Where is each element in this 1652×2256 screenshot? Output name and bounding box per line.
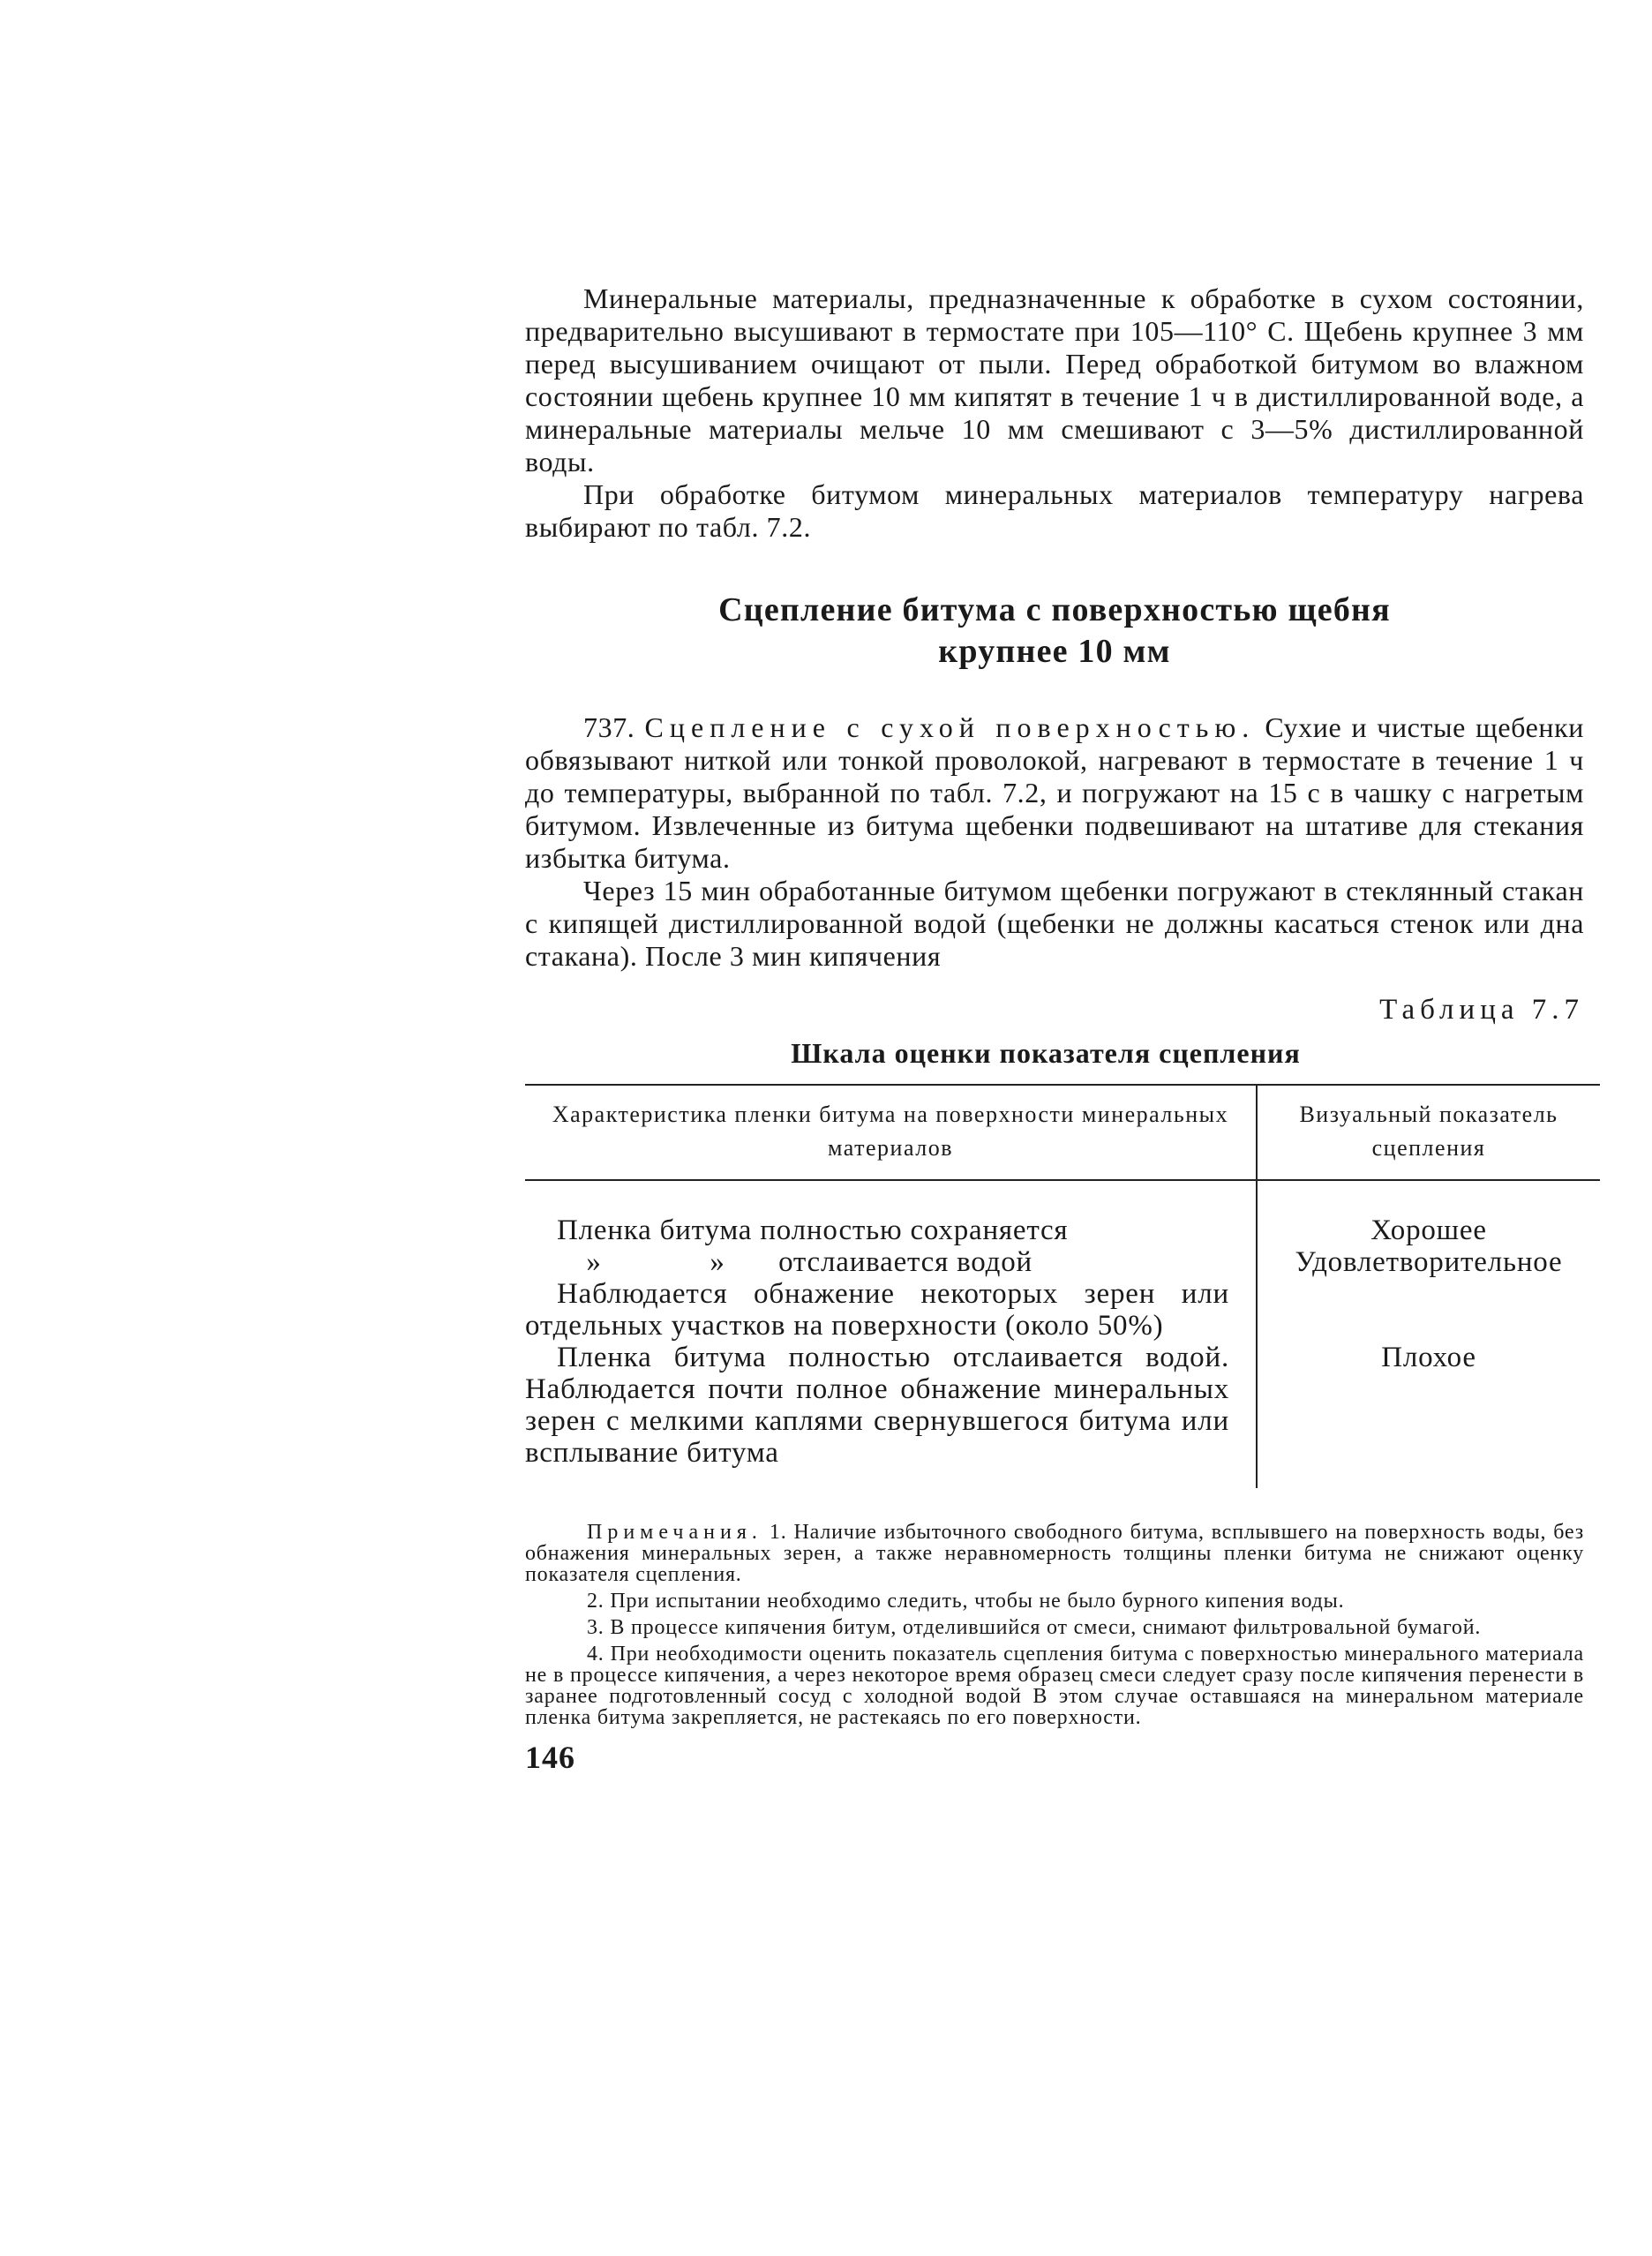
note-4: 4. При необходимости оценить показатель сцепления битума с поверхностью минерального материала не в процессе кипячения, а через некоторое время образец смеси следует сразу после кипячения перенести в заранее подготовленный сосуд с холодной водой В этом случае оставшаяся на минеральном материале пленка битума закрепляется, не растекаясь по его поверхности. [525, 1643, 1584, 1729]
row-poor-description [525, 1342, 1257, 1488]
table-header-row [525, 1085, 1600, 1180]
page-number: 146 [525, 1740, 575, 1775]
clause-title: Сцепление с сухой поверхностью. [644, 711, 1256, 743]
clause-number: 737. [583, 711, 635, 743]
table-row [525, 1278, 1600, 1342]
table-label: Таблица 7.7 [1379, 994, 1584, 1026]
adhesion-scale-table [525, 1084, 1600, 1488]
table-row [525, 1342, 1600, 1488]
clause-737 [525, 711, 1584, 875]
section-heading-line-1: Сцепление битума с поверхностью щебня [718, 591, 1391, 628]
row-satisfactory-rating [1257, 1246, 1600, 1342]
row-satisfactory-description [525, 1278, 1257, 1342]
table-notes [525, 1522, 1584, 1728]
table-title: Шкала оценки показателя сцепления [791, 1037, 1301, 1069]
row4-description: Пленка битума полностью отслаивается водой. Наблюдается почти полное обнажение минеральных зерен с мелкими каплями свернувшегося битума или всплывание битума [525, 1342, 1229, 1469]
row-good-description [525, 1180, 1257, 1278]
note-2: 2. При испытании необходимо следить, чтобы не было бурного кипения воды. [587, 1590, 1345, 1613]
section-heading-line-2: крупнее 10 мм [938, 633, 1171, 670]
row-poor-rating [1257, 1342, 1600, 1488]
row1-description: Пленка битума полностью сохраняется [557, 1214, 1069, 1246]
row2-description: отслаивается водой [778, 1246, 1032, 1278]
ditto-mark: » [710, 1246, 725, 1278]
section-paragraph-2: Через 15 мин обработанные битумом щебенки погружают в стеклянный стакан с кипящей дистиллированной водой (щебенки не должны касаться стенок или дна стакана). После 3 мин кипячения [525, 875, 1584, 972]
rating-good: Хорошее [1370, 1214, 1487, 1246]
rating-satisfactory: Удовлетворительное [1295, 1246, 1563, 1278]
header-film-characteristic: Характеристика пленки битума на поверхности минеральных материалов [525, 1085, 1257, 1180]
page-content [525, 282, 1584, 1776]
rating-poor: Плохое [1381, 1342, 1476, 1373]
note-3: 3. В процессе кипячения битум, отделившийся от смеси, снимают фильтровальной бумагой. [587, 1616, 1482, 1639]
section-heading [525, 590, 1584, 673]
note-1-text: 1. Наличие избыточного свободного битума, всплывшего на поверхность воды, без обнажения минеральных зерен, а также неравномерность толщины пленки битума не снижают оценку показателя сцепления. [525, 1521, 1584, 1586]
intro-paragraph-2: При обработке битумом минеральных материалов температуру нагрева выбирают по табл. 7.2. [525, 478, 1584, 543]
row3-description: Наблюдается обнажение некоторых зерен или отдельных участков на поверхности (около 50%) [525, 1278, 1229, 1342]
notes-label: Примечания. [587, 1521, 762, 1544]
header-visual-indicator: Визуальный показатель сцепления [1257, 1085, 1600, 1180]
clause-text: Сухие и чистые щебенки обвязывают ниткой или тонкой проволокой, нагревают в термостате в течение 1 ч до температуры, выбранной по табл. 7.2, и погружают на 15 с в чашку с нагретым битумом. Извлеченные из битума щебенки подвешивают на штативе для стекания избытка битума. [525, 711, 1584, 874]
note-1 [525, 1522, 1584, 1585]
ditto-mark: » [586, 1246, 602, 1278]
intro-paragraph-1: Минеральные материалы, предназначенные к обработке в сухом состоянии, предварительно высушивают в термостате при 105—110° С. Щебень крупнее 3 мм перед высушиванием очищают от пыли. Перед обработкой битумом во влажном состоянии щебень крупнее 10 мм кипятят в течение 1 ч в дистиллированной воде, а минеральные материалы мельче 10 мм смешивают с 3—5% дистиллированной воды. [525, 282, 1584, 478]
row2-line [525, 1246, 1229, 1278]
